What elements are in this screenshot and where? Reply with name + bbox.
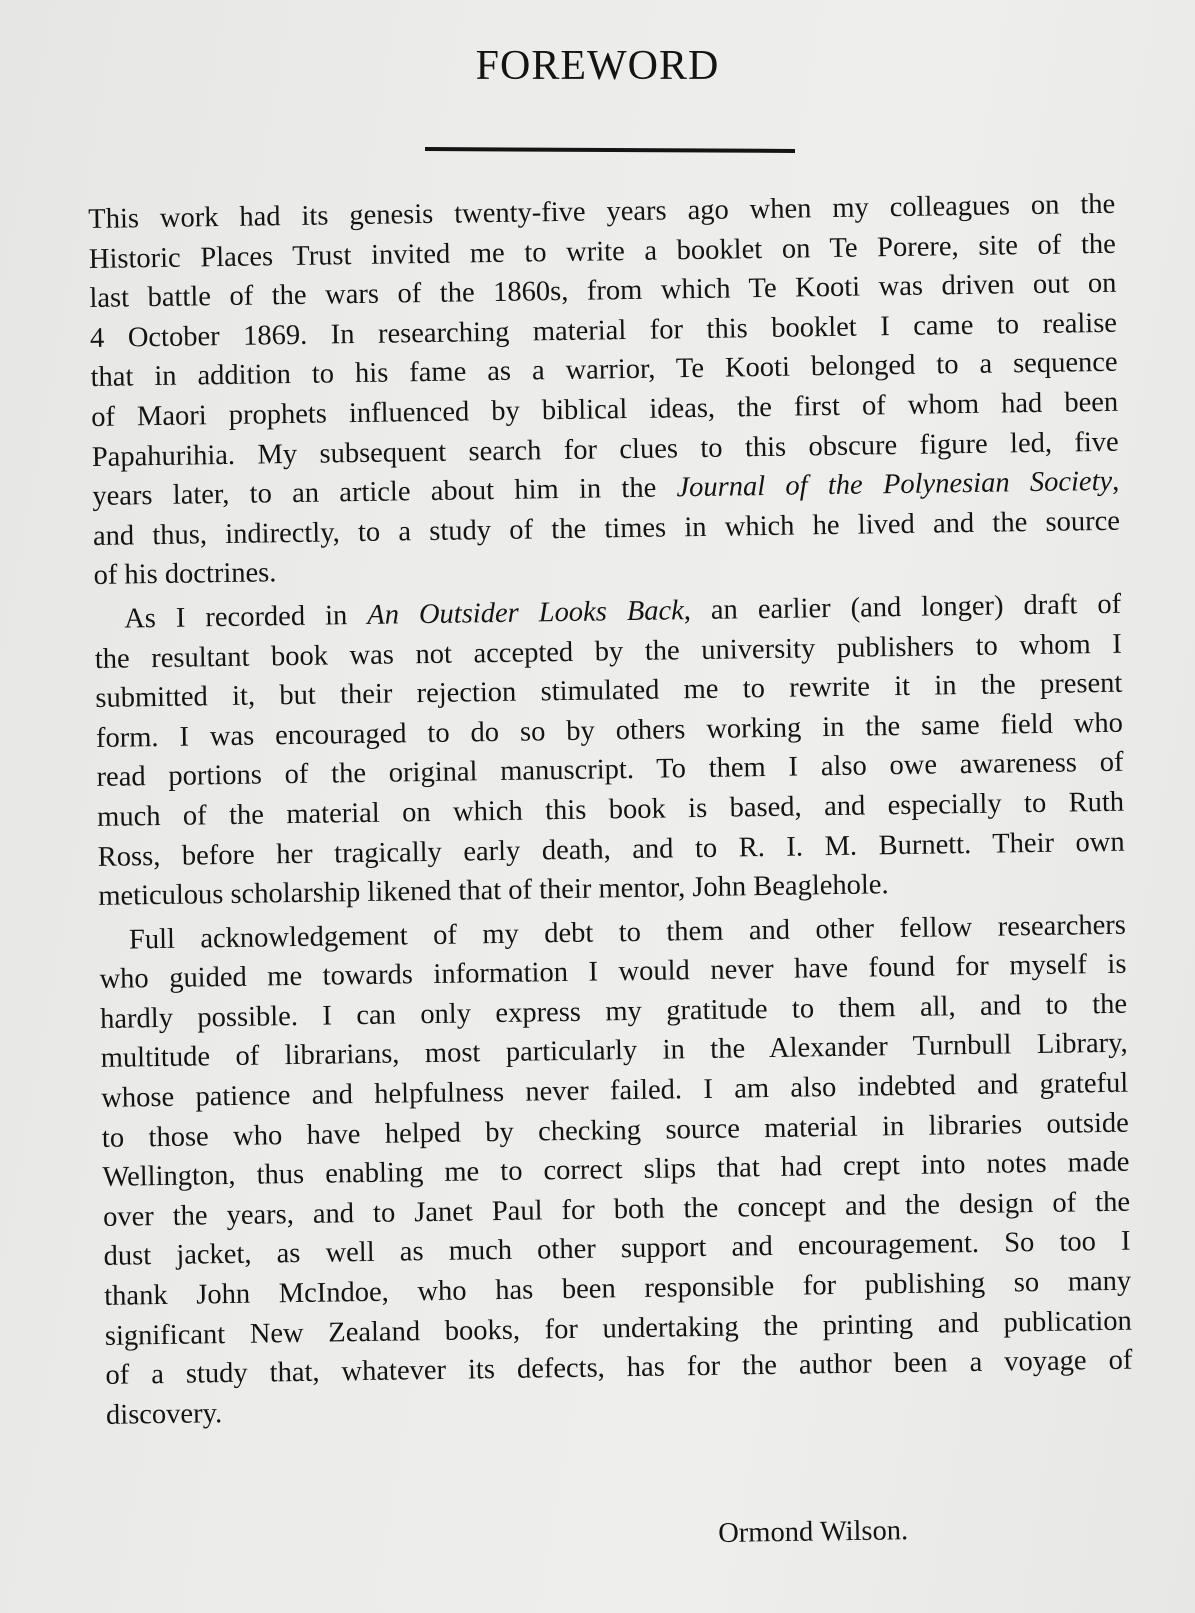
text-line: to those who have helped by checking source material in libraries outside: [101, 1107, 1130, 1154]
text-line: discovery.: [105, 1397, 223, 1431]
book-title: An Outsider Looks Back: [367, 595, 684, 631]
text-line: Full acknowledgement of my debt to them and other fellow researchers: [128, 909, 1127, 956]
text-segment: As I recorded in: [123, 599, 368, 635]
text-line: significant New Zealand books, for undertaking the printing and publication: [104, 1305, 1132, 1352]
paragraph-2: [94, 585, 1126, 917]
text-line: last battle of the wars of the 1860s, from which Te Kooti was driven out on: [89, 267, 1117, 315]
text-line: whose patience and helpfulness never failed. I am also indebted and grateful: [101, 1067, 1129, 1114]
text-line: form. I was encouraged to do so by others working in the same field who: [95, 707, 1124, 754]
journal-title: Journal of the Polynesian Society: [676, 465, 1113, 504]
text-line: much of the material on which this book is based, and especially to Ruth: [96, 786, 1125, 833]
paragraph-3: [99, 905, 1134, 1435]
text-line: meticulous scholarship likened that of their mentor, John Beaglehole.: [98, 869, 889, 913]
paragraph-1: [88, 185, 1121, 596]
text-line: and thus, indirectly, to a study of the times in which he lived and the source: [92, 505, 1121, 552]
author-signature: Ormond Wilson.: [718, 1515, 909, 1549]
title-underline: [425, 147, 795, 153]
text-line: read portions of the original manuscript. To them I also owe awareness of: [96, 747, 1124, 794]
foreword-body: [88, 185, 1133, 1436]
page-title: FOREWORD: [475, 43, 720, 89]
text-line: hardly possible. I can only express my gratitude to them all, and to the: [99, 988, 1128, 1035]
text-line: who guided me towards information I would never have found for myself is: [99, 948, 1127, 996]
text-segment: years later, to an article about him in the: [92, 472, 677, 513]
text-line: of a study that, whatever its defects, has for the author been a voyage of: [105, 1344, 1133, 1392]
text-line: of Maori prophets influenced by biblical ideas, the first of whom had been: [90, 386, 1119, 433]
text-line: Ross, before her tragically early death, and to R. I. M. Burnett. Their own: [97, 826, 1125, 873]
text-line: thank John McIndoe, who has been responsible for publishing so many: [104, 1265, 1132, 1312]
text-line: This work had its genesis twenty-five years ago when my colleagues on the: [88, 188, 1116, 235]
text-line: submitted it, but their rejection stimulated me to rewrite it in the present: [95, 667, 1123, 715]
text-line: Historic Places Trust invited me to write a booklet on Te Porere, site of the: [88, 228, 1116, 275]
text-line: 4 October 1869. In researching material for this booklet I came to realise: [89, 307, 1118, 354]
text-line: that in addition to his fame as a warrior, Te Kooti belonged to a sequence: [90, 347, 1118, 394]
text-line: dust jacket, as well as much other support and encouragement. So too I: [103, 1226, 1131, 1273]
text-line: over the years, and to Janet Paul for both the concept and the design of the: [102, 1186, 1131, 1233]
text-line: Wellington, thus enabling me to correct slips that had crept into notes made: [102, 1146, 1130, 1194]
text-segment: ,: [1111, 465, 1120, 497]
text-line: the resultant book was not accepted by the university publishers to whom I: [94, 628, 1122, 675]
text-line: Papahurihia. My subsequent search for clues to this obscure figure led, five: [91, 426, 1119, 473]
text-line: of his doctrines.: [93, 557, 277, 592]
text-line: multitude of librarians, most particularly in the Alexander Turnbull Library,: [100, 1028, 1128, 1075]
text-segment: , an earlier (and longer) draft of: [683, 588, 1122, 627]
